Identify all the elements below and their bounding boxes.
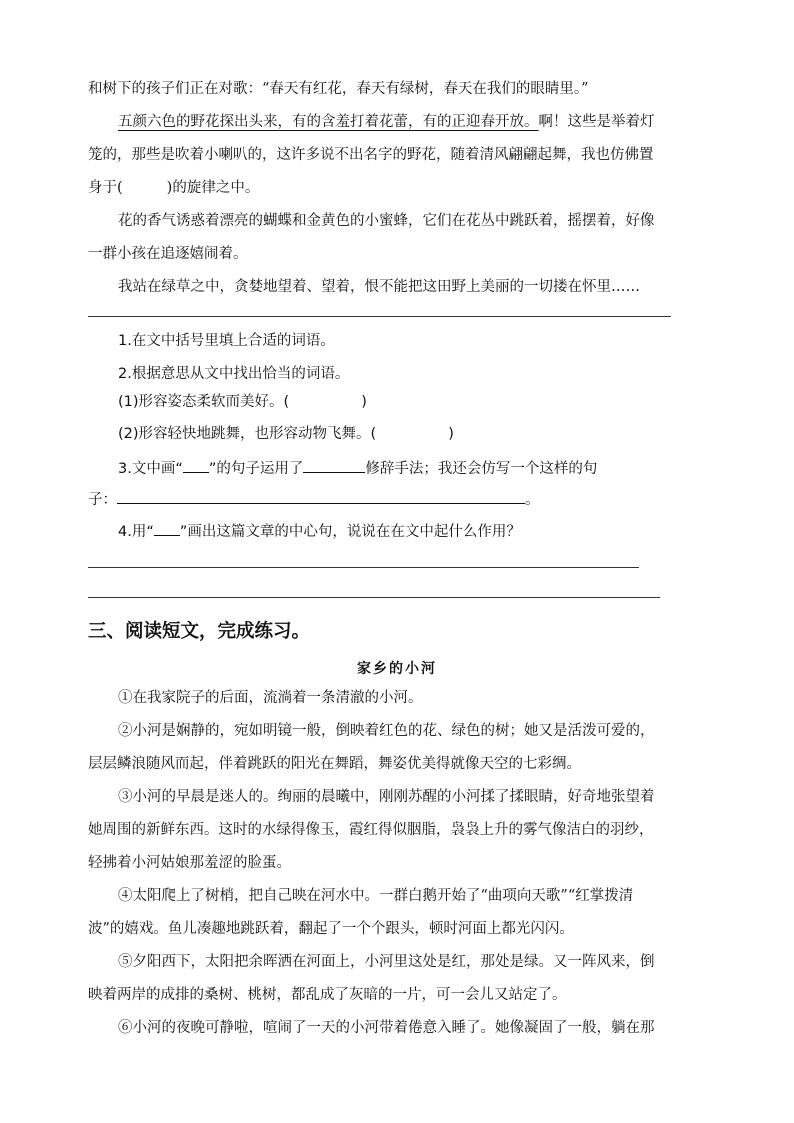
- answer-blank[interactable]: [303, 458, 365, 473]
- passage-line: ③小河的早晨是迷人的。绚丽的晨曦中，刚刚苏醒的小河揉了揉眼睛，好奇地张望着: [118, 789, 655, 805]
- question-2-1: (1)形容姿态柔软而美好。( ): [118, 394, 367, 410]
- underline-mark: [183, 458, 209, 473]
- passage-line: ⑤夕阳西下，太阳把余晖洒在河面上，小河里这处是红，那处是绿。又一阵风来，倒: [118, 954, 655, 970]
- question-4: 4.用“ ”画出这篇文章的中心句，说说在在文中起什么作用？: [118, 521, 521, 542]
- passage-line: 花的香气诱惑着漂亮的蝴蝶和金黄色的小蜜蜂，它们在花丛中跳跃着，摇摆着，好像: [118, 213, 655, 229]
- underlined-sentence: 五颜六色的野花探出头来，有的含羞打着花蕾，有的正迎春开放。: [118, 114, 539, 130]
- passage-line: 五颜六色的野花探出头来，有的含羞打着花蕾，有的正迎春开放。啊！这些是举着灯: [118, 114, 655, 130]
- question-2-2: (2)形容轻快地跳舞，也形容动物飞舞。( ): [118, 426, 454, 442]
- passage-line: 她周围的新鲜东西。这时的水绿得像玉，霞红得似胭脂，袅袅上升的雾气像洁白的羽纱，: [88, 822, 654, 838]
- passage-line: 映着两岸的成排的桑树、桃树，都乱成了灰暗的一片，可一会儿又站定了。: [88, 987, 567, 1003]
- passage-title: 家乡的小河: [357, 661, 437, 677]
- passage-line: 我站在绿草之中，贪婪地望着、望着，恨不能把这田野上美丽的一切搂在怀里……: [118, 279, 640, 295]
- answer-line[interactable]: [88, 597, 660, 598]
- passage-line: 一群小孩在追逐嬉闹着。: [88, 246, 248, 262]
- passage-line: 轻拂着小河姑娘那羞涩的脸蛋。: [88, 855, 291, 871]
- passage-line: 身于( )的旋律之中。: [88, 180, 260, 196]
- section-heading: 三、阅读短文，完成练习。: [88, 621, 311, 642]
- passage-line: 和树下的孩子们正在对歌：“春天有红花，春天有绿树，春天在我们的眼睛里。”: [88, 81, 589, 97]
- passage-line: 笼的，那些是吹着小喇叭的，这许多说不出名字的野花，随着清风翩翩起舞，我也仿佛置: [88, 147, 654, 163]
- question-3: 3.文中画“ ”的句子运用了 修辞手法；我还会仿写一个这样的句: [118, 458, 597, 479]
- question-3-cont: 子： 。: [88, 489, 540, 510]
- passage-line: 波”的嬉戏。鱼儿凑趣地跳跃着，翻起了一个个跟头，顿时河面上都光闪闪。: [88, 921, 574, 937]
- passage-line: ④太阳爬上了树梢，把自己映在河水中。一群白鹅开始了“曲项向天歌”“红掌拨清: [118, 888, 634, 904]
- passage-line: ②小河是娴静的，宛如明镜一般，倒映着红色的花、绿色的树；她又是活泼可爱的，: [118, 723, 655, 739]
- passage-line: ①在我家院子的后面，流淌着一条清澈的小河。: [118, 690, 423, 706]
- passage-line: 层层鳞浪随风而起，伴着跳跃的阳光在舞蹈，舞姿优美得就像天空的七彩绸。: [88, 756, 581, 772]
- question-1: 1.在文中括号里填上合适的词语。: [118, 333, 335, 349]
- answer-line[interactable]: [88, 567, 639, 568]
- underline-mark: [154, 521, 180, 536]
- question-2: 2.根据意思从文中找出恰当的词语。: [118, 366, 350, 382]
- passage-line: ⑥小河的夜晚可静啦，喧闹了一天的小河带着倦意入睡了。她像凝固了一般，躺在那: [118, 1020, 655, 1036]
- answer-blank[interactable]: [117, 489, 525, 504]
- section-divider: [88, 316, 671, 317]
